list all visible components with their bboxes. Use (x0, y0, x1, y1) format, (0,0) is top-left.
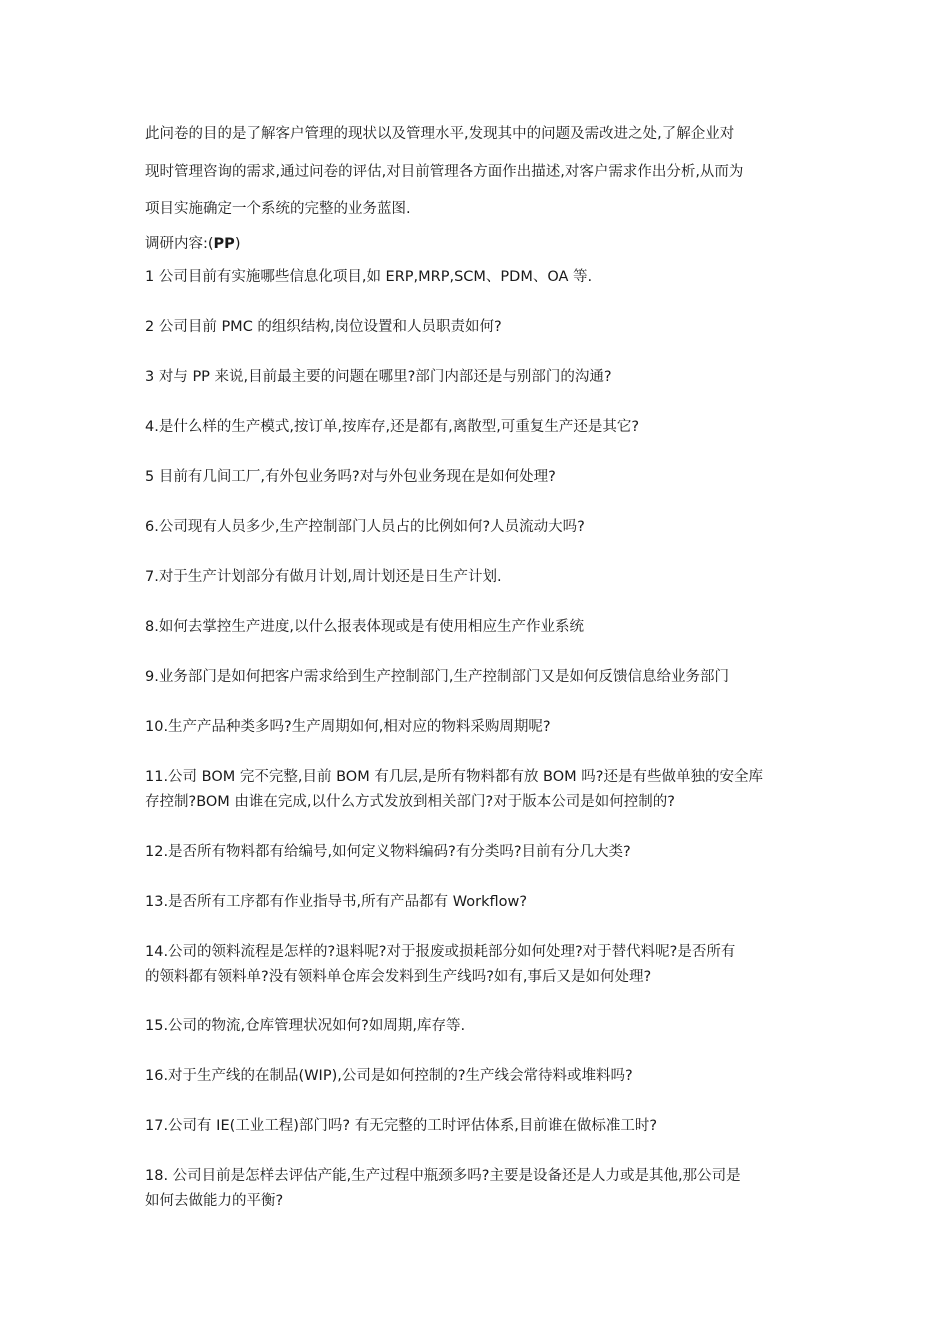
question-item (145, 615, 813, 640)
question-item (145, 465, 813, 490)
question-line: 9.业务部门是如何把客户需求给到生产控制部门,生产控制部门又是如何反馈信息给业务部门 (145, 669, 729, 685)
question-item (145, 315, 813, 340)
question-item (145, 940, 813, 990)
question-line: 1 公司目前有实施哪些信息化项目,如 ERP,MRP,SCM、PDM、OA 等. (145, 269, 593, 285)
question-item (145, 265, 813, 290)
question-line: 15.公司的物流,仓库管理状况如何?如周期,库存等. (145, 1018, 466, 1034)
question-item (145, 715, 813, 740)
question-line: 2 公司目前 PMC 的组织结构,岗位设置和人员职责如何? (145, 319, 502, 335)
question-line: 6.公司现有人员多少,生产控制部门人员占的比例如何?人员流动大吗? (145, 519, 585, 535)
section-heading-suffix: ) (234, 236, 241, 252)
question-line: 的领料都有领料单?没有领料单仓库会发料到生产线吗?如有,事后又是如何处理? (145, 969, 652, 985)
question-item (145, 365, 813, 390)
question-line: 10.生产产品种类多吗?生产周期如何,相对应的物料采购周期呢? (145, 719, 551, 735)
question-line: 4.是什么样的生产模式,按订单,按库存,还是都有,离散型,可重复生产还是其它? (145, 419, 640, 435)
question-item (145, 1164, 813, 1214)
question-line: 8.如何去掌控生产进度,以什么报表体现或是有使用相应生产作业系统 (145, 619, 584, 635)
question-item (145, 765, 813, 815)
intro-paragraph-line: 现时管理咨询的需求,通过问卷的评估,对目前管理各方面作出描述,对客户需求作出分析,从而为 (145, 164, 744, 180)
question-item (145, 565, 813, 590)
intro-paragraph-line: 项目实施确定一个系统的完整的业务蓝图. (145, 201, 411, 217)
question-line: 如何去做能力的平衡? (145, 1193, 284, 1209)
question-line: 3 对与 PP 来说,目前最主要的问题在哪里?部门内部还是与别部门的沟通? (145, 369, 612, 385)
question-item (145, 840, 813, 865)
question-line: 16.对于生产线的在制品(WIP),公司是如何控制的?生产线会常待料或堆料吗? (145, 1068, 633, 1084)
question-line: 11.公司 BOM 完不完整,目前 BOM 有几层,是所有物料都有放 BOM 吗?还是有些做单独的安全库 (145, 769, 763, 785)
section-heading-prefix: 调研内容:( (145, 236, 214, 252)
question-item (145, 1064, 813, 1089)
question-line: 12.是否所有物料都有给编号,如何定义物料编码?有分类吗?目前有分几大类? (145, 844, 631, 860)
section-heading-code: PP (213, 236, 235, 252)
question-line: 5 目前有几间工厂,有外包业务吗?对与外包业务现在是如何处理? (145, 469, 556, 485)
intro-paragraph-line: 此问卷的目的是了解客户管理的现状以及管理水平,发现其中的问题及需改进之处,了解企业对 (145, 126, 735, 142)
question-line: 14.公司的领料流程是怎样的?退料呢?对于报废或损耗部分如何处理?对于替代料呢?是否所有 (145, 944, 736, 960)
question-line: 7.对于生产计划部分有做月计划,周计划还是日生产计划. (145, 569, 502, 585)
question-line: 13.是否所有工序都有作业指导书,所有产品都有 Workflow? (145, 894, 528, 910)
question-item (145, 515, 813, 540)
question-item (145, 415, 813, 440)
question-line: 存控制?BOM 由谁在完成,以什么方式发放到相关部门?对于版本公司是如何控制的? (145, 794, 675, 810)
question-line: 17.公司有 IE(工业工程)部门吗? 有无完整的工时评估体系,目前谁在做标准工时? (145, 1118, 658, 1134)
question-item (145, 1114, 813, 1139)
question-item (145, 665, 813, 690)
section-heading (145, 234, 240, 254)
question-line: 18. 公司目前是怎样去评估产能,生产过程中瓶颈多吗?主要是设备还是人力或是其他,那公司是 (145, 1168, 741, 1184)
question-item (145, 890, 813, 915)
question-item (145, 1014, 813, 1039)
